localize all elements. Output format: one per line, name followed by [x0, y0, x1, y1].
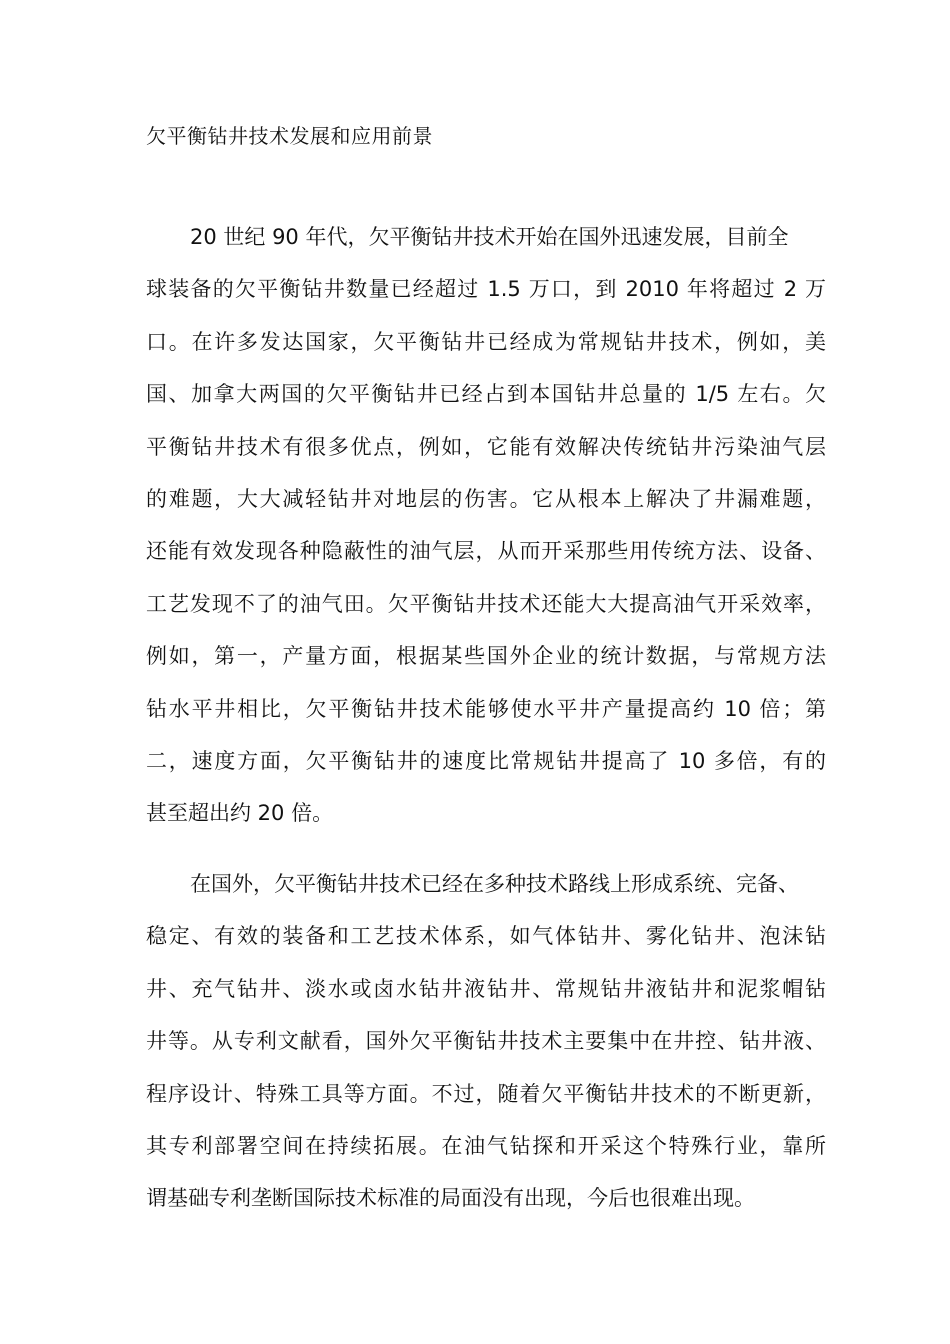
- paragraph-line: 口。在许多发达国家，欠平衡钻井已经成为常规钻井技术，例如，美: [146, 329, 826, 354]
- paragraph-line: 的难题，大大减轻钻井对地层的伤害。它从根本上解决了井漏难题，: [146, 486, 826, 511]
- paragraph-line: 20 世纪 90 年代，欠平衡钻井技术开始在国外迅速发展，目前全: [190, 225, 789, 249]
- paragraph-line: 在国外，欠平衡钻井技术已经在多种技术路线上形成系统、完备、: [190, 872, 799, 896]
- paragraph-line: 谓基础专利垄断国际技术标准的局面没有出现，今后也很难出现。: [146, 1186, 755, 1211]
- paragraph-line: 甚至超出约 20 倍。: [146, 801, 334, 826]
- document-title: 欠平衡钻井技术发展和应用前景: [146, 124, 433, 148]
- paragraph-line: 平衡钻井技术有很多优点，例如，它能有效解决传统钻井污染油气层: [146, 434, 826, 459]
- paragraph-line: 其专利部署空间在持续拓展。在油气钻探和开采这个特殊行业，靠所: [146, 1133, 826, 1158]
- paragraph-line: 国、加拿大两国的欠平衡钻井已经占到本国钻井总量的 1/5 左右。欠: [146, 382, 826, 407]
- paragraph-line: 还能有效发现各种隐蔽性的油气层，从而开采那些用传统方法、设备、: [146, 539, 826, 564]
- paragraph-line: 工艺发现不了的油气田。欠平衡钻井技术还能大大提高油气开采效率，: [146, 591, 826, 616]
- paragraph-line: 井、充气钻井、淡水或卤水钻井液钻井、常规钻井液钻井和泥浆帽钻: [146, 976, 826, 1001]
- paragraph-line: 钻水平井相比，欠平衡钻井技术能够使水平井产量提高约 10 倍；第: [146, 696, 826, 721]
- paragraph-line: 二，速度方面，欠平衡钻井的速度比常规钻井提高了 10 多倍，有的: [146, 748, 826, 773]
- paragraph-line: 井等。从专利文献看，国外欠平衡钻井技术主要集中在井控、钻井液、: [146, 1029, 826, 1054]
- paragraph-line: 程序设计、特殊工具等方面。不过，随着欠平衡钻井技术的不断更新，: [146, 1081, 826, 1106]
- paragraph-line: 例如，第一，产量方面，根据某些国外企业的统计数据，与常规方法: [146, 644, 826, 669]
- paragraph-1: [146, 211, 826, 840]
- paragraph-2: [146, 858, 826, 1225]
- paragraph-line: 稳定、有效的装备和工艺技术体系，如气体钻井、雾化钻井、泡沫钻: [146, 924, 826, 949]
- paragraph-line: 球装备的欠平衡钻井数量已经超过 1.5 万口，到 2010 年将超过 2 万: [146, 277, 826, 302]
